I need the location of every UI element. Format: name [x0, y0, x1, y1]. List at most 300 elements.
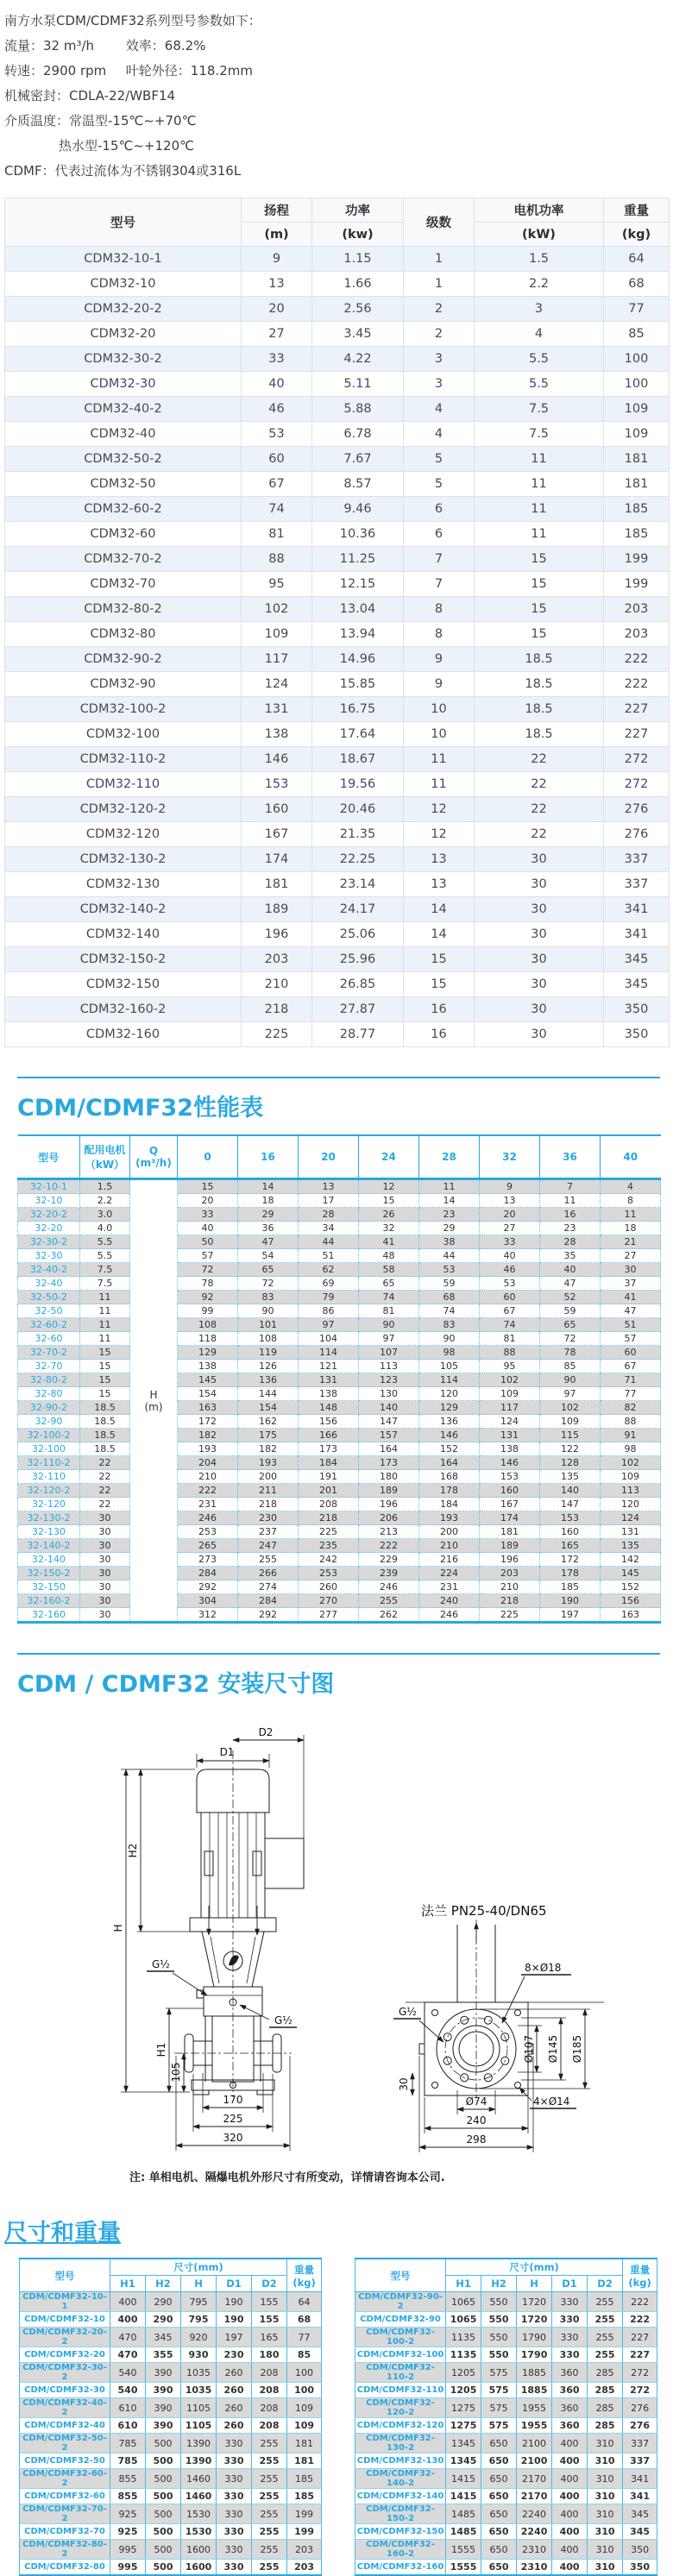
value-cell: 15	[178, 1179, 238, 1194]
value-cell: 1600	[181, 2540, 217, 2560]
value-cell: 11	[404, 772, 475, 797]
speed-label: 转速：	[4, 63, 44, 79]
value-cell: 69	[299, 1277, 359, 1291]
dim-label-d1: D1	[219, 1746, 235, 1758]
model-cell: CDM32-130-2	[5, 847, 242, 872]
value-cell: 22	[80, 1498, 130, 1511]
value-cell: 292	[238, 1608, 299, 1623]
col-header-model: 型号	[5, 198, 242, 247]
value-cell: 147	[540, 1498, 601, 1511]
value-cell: 255	[252, 2504, 287, 2524]
value-cell: 114	[299, 1346, 359, 1360]
value-cell: 360	[552, 2383, 588, 2398]
value-cell: 855	[110, 2489, 146, 2504]
value-cell: 1555	[446, 2540, 481, 2560]
value-cell: 65	[540, 1318, 601, 1332]
value-cell: 12	[404, 822, 475, 847]
dim-label-d2: D2	[258, 1726, 274, 1738]
model-cell: CDM32-80-2	[5, 597, 242, 622]
value-cell: 180	[359, 1470, 419, 1484]
value-cell: 11	[80, 1332, 130, 1346]
value-cell: 14.96	[312, 647, 404, 672]
value-cell: 60	[480, 1291, 540, 1304]
table-row	[355, 2383, 657, 2398]
value-cell: 1205	[446, 2383, 481, 2398]
value-cell: 30	[475, 947, 604, 972]
dimensions-tables	[19, 2258, 673, 2576]
dims-col-weight	[287, 2259, 322, 2292]
value-cell: 400	[110, 2292, 146, 2312]
value-cell: 18.5	[475, 672, 604, 697]
dims-col-d1: D1	[217, 2276, 252, 2292]
value-cell: 10	[404, 697, 475, 722]
value-cell: 190	[217, 2292, 252, 2312]
seal-line	[4, 84, 673, 109]
perf-col-flow-20: 20	[299, 1135, 359, 1179]
value-cell: 260	[217, 2398, 252, 2418]
value-cell: 67	[242, 472, 312, 497]
value-cell: 46	[480, 1263, 540, 1277]
model-cell: CDM32-110	[5, 772, 242, 797]
model-cell: CDM/CDMF32-140-2	[355, 2469, 446, 2489]
value-cell: 1460	[181, 2469, 217, 2489]
value-cell: 9	[480, 1179, 540, 1194]
table-row	[18, 1208, 661, 1222]
table-row	[18, 1360, 661, 1373]
model-cell: CDM/CDMF32-20	[20, 2347, 110, 2363]
value-cell: 172	[178, 1415, 238, 1429]
value-cell: 208	[252, 2418, 287, 2434]
value-cell: 18.5	[475, 647, 604, 672]
value-cell: 23.14	[312, 872, 404, 897]
value-cell: 20	[178, 1194, 238, 1208]
value-cell: 500	[146, 2524, 181, 2540]
model-cell: CDM/CDMF32-160	[355, 2560, 446, 2576]
value-cell: 2240	[517, 2504, 552, 2524]
table-row	[18, 1484, 661, 1498]
model-cell: CDM/CDMF32-120-2	[355, 2398, 446, 2418]
value-cell: 72	[238, 1277, 299, 1291]
model-cell: CDM32-50	[5, 472, 242, 497]
dim-label-320: 320	[223, 2132, 243, 2144]
value-cell: 247	[238, 1539, 299, 1553]
table-row	[355, 2540, 657, 2560]
table-row	[20, 2292, 322, 2312]
value-cell: 310	[588, 2524, 623, 2540]
value-cell: 182	[238, 1442, 299, 1456]
model-cell: 32-70-2	[18, 1346, 80, 1360]
value-cell: 28.77	[312, 1022, 404, 1047]
value-cell: 88	[242, 547, 312, 572]
value-cell: 240	[419, 1594, 480, 1608]
value-cell: 115	[540, 1429, 601, 1442]
value-cell: 59	[540, 1304, 601, 1318]
dimensions-table-right-body	[355, 2292, 657, 2576]
value-cell: 304	[178, 1594, 238, 1608]
model-cell: 32-160-2	[18, 1594, 80, 1608]
model-cell: CDM32-100	[5, 722, 242, 747]
value-cell: 100	[604, 372, 670, 397]
value-cell: 90	[238, 1304, 299, 1318]
value-cell: 650	[481, 2540, 517, 2560]
value-cell: 197	[217, 2328, 252, 2347]
table-row	[20, 2489, 322, 2504]
value-cell: 400	[552, 2434, 588, 2453]
value-cell: 2170	[517, 2489, 552, 2504]
value-cell: 246	[178, 1511, 238, 1525]
efficiency-label: 效率：	[125, 38, 165, 53]
model-cell: CDM/CDMF32-160-2	[355, 2540, 446, 2560]
value-cell: 2310	[517, 2540, 552, 2560]
value-cell: 15.85	[312, 672, 404, 697]
dims-col-h2: H2	[481, 2276, 517, 2292]
value-cell: 210	[480, 1580, 540, 1594]
table-row	[20, 2363, 322, 2383]
value-cell: 4.0	[80, 1222, 130, 1235]
value-cell: 255	[588, 2347, 623, 2363]
value-cell: 57	[601, 1332, 661, 1346]
value-cell: 95	[242, 572, 312, 597]
value-cell: 222	[623, 2292, 657, 2312]
table-row	[18, 1442, 661, 1456]
table-row	[20, 2540, 322, 2560]
value-cell: 22	[80, 1470, 130, 1484]
model-cell: CDM/CDMF32-130	[355, 2453, 446, 2469]
table-row	[20, 2418, 322, 2434]
value-cell: 13	[404, 872, 475, 897]
table-row	[18, 1511, 661, 1525]
table-row	[18, 1304, 661, 1318]
value-cell: 255	[252, 2540, 287, 2560]
value-cell: 225	[242, 1022, 312, 1047]
dim-label-30: 30	[398, 2077, 410, 2091]
value-cell: 266	[238, 1567, 299, 1580]
value-cell: 18.5	[475, 697, 604, 722]
value-cell: 156	[299, 1415, 359, 1429]
model-cell: CDM/CDMF32-90	[355, 2312, 446, 2328]
value-cell: 229	[359, 1553, 419, 1567]
table-row	[20, 2312, 322, 2328]
value-cell: 230	[238, 1511, 299, 1525]
value-cell: 11.25	[312, 547, 404, 572]
value-cell: 235	[299, 1539, 359, 1553]
value-cell: 201	[299, 1484, 359, 1498]
value-cell: 400	[552, 2453, 588, 2469]
value-cell: 160	[540, 1525, 601, 1539]
value-cell: 131	[601, 1525, 661, 1539]
table-row	[18, 1415, 661, 1429]
head-axis-cell: H (m)	[130, 1179, 178, 1623]
table-row	[20, 2434, 322, 2453]
value-cell: 50	[178, 1235, 238, 1249]
value-cell: 156	[601, 1594, 661, 1608]
value-cell: 575	[481, 2363, 517, 2383]
value-cell: 120	[601, 1498, 661, 1511]
model-cell: 32-100	[18, 1442, 80, 1456]
value-cell: 77	[601, 1387, 661, 1401]
value-cell: 16	[404, 1022, 475, 1047]
value-cell: 20	[480, 1208, 540, 1222]
value-cell: 345	[146, 2328, 181, 2347]
value-cell: 1530	[181, 2504, 217, 2524]
table-row	[5, 272, 670, 297]
value-cell: 260	[217, 2363, 252, 2383]
value-cell: 30	[475, 847, 604, 872]
table-row	[5, 847, 670, 872]
value-cell: 20	[242, 297, 312, 322]
table-row	[355, 2363, 657, 2383]
model-cell: CDM32-20-2	[5, 297, 242, 322]
value-cell: 172	[540, 1553, 601, 1567]
value-cell: 131	[299, 1373, 359, 1387]
dims-col-model: 型号	[20, 2259, 110, 2292]
value-cell: 44	[299, 1235, 359, 1249]
value-cell: 182	[178, 1429, 238, 1442]
value-cell: 15	[80, 1373, 130, 1387]
dim-label-240: 240	[466, 2114, 487, 2127]
value-cell: 154	[178, 1387, 238, 1401]
value-cell: 19.56	[312, 772, 404, 797]
value-cell: 330	[552, 2292, 588, 2312]
value-cell: 185	[287, 2489, 322, 2504]
table-row	[355, 2418, 657, 2434]
value-cell: 109	[287, 2418, 322, 2434]
value-cell: 7.67	[312, 447, 404, 472]
dims-col-h: H	[181, 2276, 217, 2292]
value-cell: 54	[238, 1249, 299, 1263]
model-cell: 32-10	[18, 1194, 80, 1208]
value-cell: 206	[359, 1511, 419, 1525]
dims-col-weight-line1: 重量	[294, 2263, 315, 2276]
value-cell: 160	[480, 1484, 540, 1498]
value-cell: 13	[404, 847, 475, 872]
flow-efficiency-line	[4, 34, 673, 59]
value-cell: 11	[540, 1194, 601, 1208]
table-row	[5, 772, 670, 797]
value-cell: 41	[601, 1291, 661, 1304]
value-cell: 162	[238, 1415, 299, 1429]
value-cell: 181	[242, 872, 312, 897]
value-cell: 117	[242, 647, 312, 672]
value-cell: 1345	[446, 2453, 481, 2469]
model-spec-table	[4, 198, 670, 1047]
value-cell: 11	[80, 1318, 130, 1332]
value-cell: 15	[80, 1346, 130, 1360]
value-cell: 650	[481, 2469, 517, 2489]
value-cell: 178	[419, 1484, 480, 1498]
value-cell: 330	[217, 2469, 252, 2489]
value-cell: 146	[480, 1456, 540, 1470]
value-cell: 152	[419, 1442, 480, 1456]
value-cell: 330	[217, 2524, 252, 2540]
model-cell: CDM/CDMF32-10	[20, 2312, 110, 2328]
value-cell: 337	[604, 847, 670, 872]
table-row	[18, 1525, 661, 1539]
table-row	[355, 2328, 657, 2347]
table-row	[20, 2504, 322, 2524]
value-cell: 123	[359, 1373, 419, 1387]
value-cell: 500	[146, 2453, 181, 2469]
value-cell: 285	[588, 2363, 623, 2383]
perf-col-q-line1: Q	[148, 1145, 159, 1157]
value-cell: 7.5	[475, 397, 604, 422]
value-cell: 130	[359, 1387, 419, 1401]
dimensions-table-right-header	[355, 2259, 657, 2292]
value-cell: 109	[540, 1415, 601, 1429]
value-cell: 40	[540, 1263, 601, 1277]
value-cell: 400	[552, 2504, 588, 2524]
value-cell: 79	[299, 1291, 359, 1304]
col-unit-weight: (kg)	[604, 223, 670, 247]
value-cell: 1275	[446, 2398, 481, 2418]
value-cell: 9	[404, 672, 475, 697]
value-cell: 98	[601, 1442, 661, 1456]
value-cell: 138	[299, 1387, 359, 1401]
table-row	[355, 2560, 657, 2576]
table-row	[18, 1346, 661, 1360]
value-cell: 345	[623, 2524, 657, 2540]
value-cell: 44	[419, 1249, 480, 1263]
value-cell: 90	[359, 1318, 419, 1332]
value-cell: 345	[623, 2504, 657, 2524]
value-cell: 11	[80, 1304, 130, 1318]
value-cell: 11	[601, 1208, 661, 1222]
seal-value: CDLA-22/WBF14	[69, 88, 176, 104]
value-cell: 101	[238, 1318, 299, 1332]
value-cell: 203	[242, 947, 312, 972]
perf-col-flow-36: 36	[540, 1135, 601, 1179]
value-cell: 22	[475, 772, 604, 797]
table-row	[5, 647, 670, 672]
model-cell: 32-20-2	[18, 1208, 80, 1222]
value-cell: 550	[481, 2292, 517, 2312]
value-cell: 173	[299, 1442, 359, 1456]
table-row	[18, 1539, 661, 1553]
value-cell: 128	[540, 1456, 601, 1470]
value-cell: 2	[404, 297, 475, 322]
dim-label-170: 170	[223, 2094, 243, 2106]
value-cell: 273	[178, 1553, 238, 1567]
value-cell: 189	[480, 1539, 540, 1553]
value-cell: 11	[475, 522, 604, 547]
value-cell: 117	[480, 1401, 540, 1415]
model-cell: 32-130-2	[18, 1511, 80, 1525]
perf-col-motor-line2: （kW）	[85, 1159, 125, 1171]
table-row	[5, 697, 670, 722]
value-cell: 15	[404, 947, 475, 972]
temp-label: 介质温度：	[4, 113, 70, 129]
dim-label-225: 225	[223, 2113, 243, 2125]
value-cell: 610	[110, 2418, 146, 2434]
value-cell: 255	[252, 2469, 287, 2489]
value-cell: 1035	[181, 2383, 217, 2398]
value-cell: 470	[110, 2328, 146, 2347]
performance-table	[17, 1134, 661, 1624]
value-cell: 10	[404, 722, 475, 747]
value-cell: 38	[419, 1235, 480, 1249]
model-cell: CDM/CDMF32-100-2	[355, 2328, 446, 2347]
value-cell: 47	[601, 1304, 661, 1318]
temp-line-1	[4, 109, 673, 134]
col-header-motor-power: 电机功率	[475, 198, 604, 223]
value-cell: 193	[238, 1456, 299, 1470]
value-cell: 222	[359, 1539, 419, 1553]
value-cell: 540	[110, 2383, 146, 2398]
table-row	[18, 1332, 661, 1346]
value-cell: 144	[238, 1387, 299, 1401]
value-cell: 3	[404, 372, 475, 397]
value-cell: 218	[480, 1594, 540, 1608]
value-cell: 184	[299, 1456, 359, 1470]
model-cell: 32-120	[18, 1498, 80, 1511]
value-cell: 255	[252, 2434, 287, 2453]
value-cell: 6.78	[312, 422, 404, 447]
table-row	[355, 2489, 657, 2504]
value-cell: 166	[299, 1429, 359, 1442]
value-cell: 165	[540, 1539, 601, 1553]
table-row	[5, 947, 670, 972]
value-cell: 118	[178, 1332, 238, 1346]
value-cell: 1415	[446, 2489, 481, 2504]
value-cell: 160	[242, 797, 312, 822]
value-cell: 145	[178, 1373, 238, 1387]
model-cell: CDM/CDMF32-70-2	[20, 2504, 110, 2524]
value-cell: 68	[604, 272, 670, 297]
value-cell: 8	[404, 597, 475, 622]
model-cell: 32-20	[18, 1222, 80, 1235]
perf-col-flow-28: 28	[419, 1135, 480, 1179]
value-cell: 35	[540, 1249, 601, 1263]
value-cell: 203	[287, 2560, 322, 2576]
value-cell: 184	[419, 1498, 480, 1511]
value-cell: 92	[178, 1291, 238, 1304]
value-cell: 15	[475, 597, 604, 622]
model-cell: CDM32-20	[5, 322, 242, 347]
speed-impeller-line	[4, 59, 673, 84]
model-cell: 32-50	[18, 1304, 80, 1318]
col-header-head: 扬程	[242, 198, 312, 223]
value-cell: 1105	[181, 2418, 217, 2434]
seal-label: 机械密封：	[4, 88, 70, 104]
value-cell: 360	[552, 2398, 588, 2418]
model-cell: CDM32-80	[5, 622, 242, 647]
perf-col-flow-32: 32	[480, 1135, 540, 1179]
value-cell: 540	[110, 2363, 146, 2383]
value-cell: 274	[238, 1580, 299, 1594]
table-row	[5, 897, 670, 922]
value-cell: 181	[604, 472, 670, 497]
value-cell: 400	[110, 2312, 146, 2328]
table-row	[5, 922, 670, 947]
value-cell: 285	[588, 2383, 623, 2398]
value-cell: 276	[604, 822, 670, 847]
value-cell: 7.5	[475, 422, 604, 447]
value-cell: 104	[299, 1332, 359, 1346]
value-cell: 71	[601, 1373, 661, 1387]
value-cell: 227	[604, 697, 670, 722]
table-row	[18, 1567, 661, 1580]
table-row	[5, 447, 670, 472]
value-cell: 109	[601, 1470, 661, 1484]
value-cell: 4	[601, 1179, 661, 1194]
value-cell: 78	[178, 1277, 238, 1291]
value-cell: 40	[242, 372, 312, 397]
dims-col-h1: H1	[446, 2276, 481, 2292]
dim-label-h1: H1	[155, 2042, 167, 2058]
value-cell: 650	[481, 2434, 517, 2453]
value-cell: 2100	[517, 2434, 552, 2453]
value-cell: 218	[242, 997, 312, 1022]
